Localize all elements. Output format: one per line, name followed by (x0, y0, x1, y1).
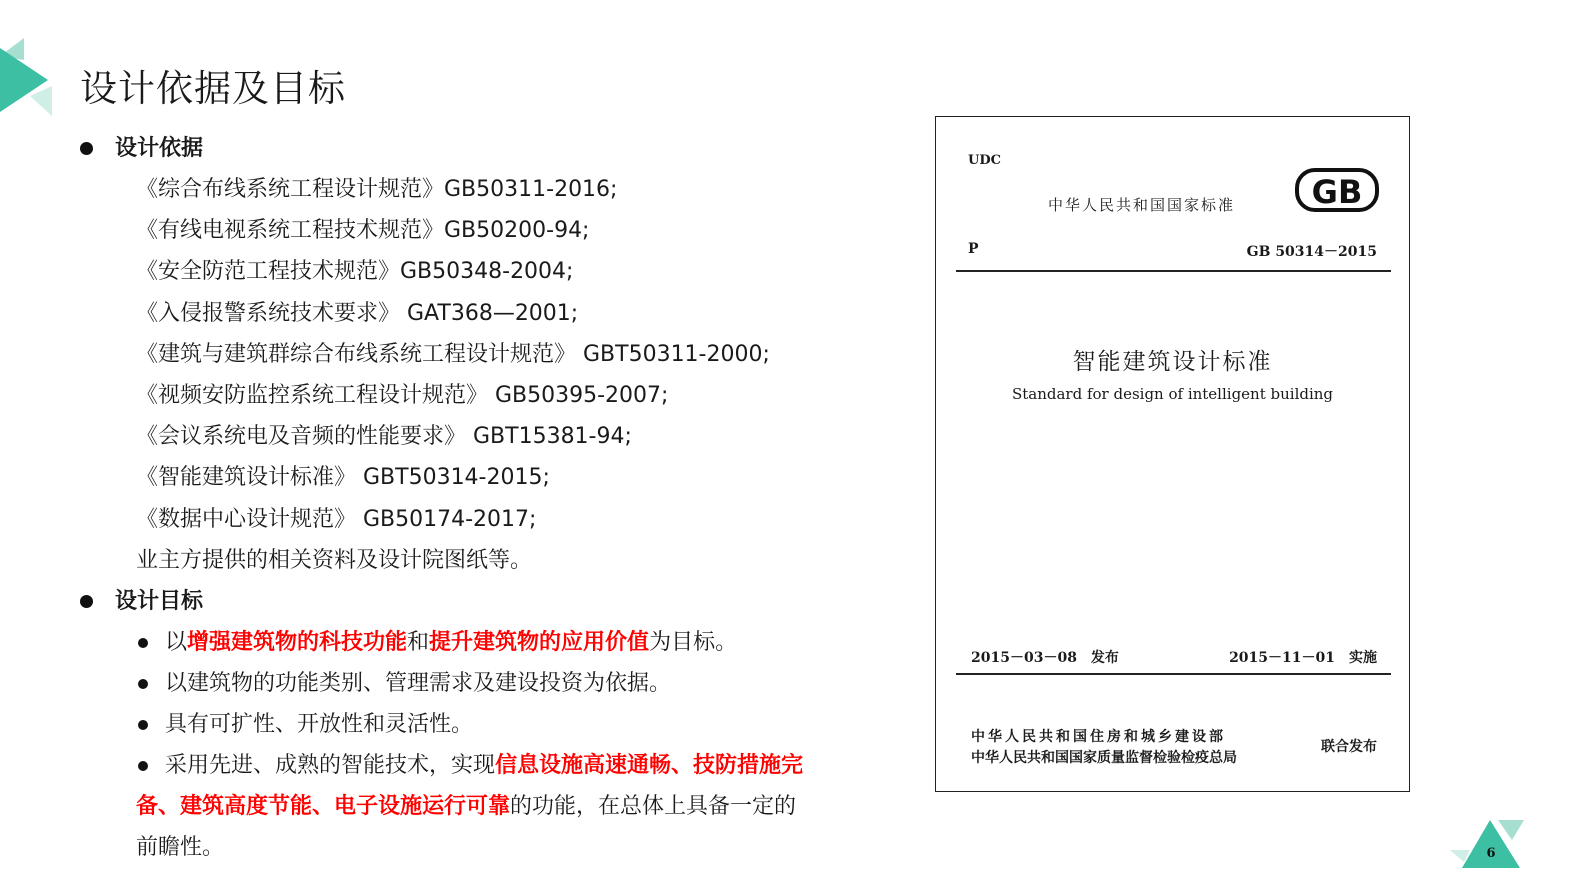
page-number-decoration (1450, 818, 1526, 870)
highlight-text: 提升建筑物的应用价值 (429, 629, 650, 655)
bullet-icon (138, 638, 148, 648)
gb-logo-icon (1294, 167, 1380, 213)
publisher: 中华人民共和国住房和城乡建设部 (971, 729, 1226, 745)
basis-item: 《会议系统电及音频的性能要求》 GBT15381-94; (136, 424, 632, 450)
basis-list (80, 169, 860, 581)
issue-date: 2015－03－08 发布 (971, 650, 1119, 666)
svg-text:GB: GB (1311, 173, 1363, 211)
page-number: 6 (1486, 846, 1496, 861)
highlight-text: 备、建筑高度节能、电子设施运行可靠 (136, 793, 511, 819)
corner-decoration (0, 38, 52, 116)
implement-date: 2015－11－01 实施 (1229, 650, 1377, 666)
highlight-text: 增强建筑物的科技功能 (187, 629, 408, 655)
joint-release-label: 联合发布 (1321, 739, 1377, 755)
category-label: P (968, 241, 979, 257)
standard-title-en: Standard for design of intelligent building (1011, 385, 1334, 403)
udc-label: UDC (968, 153, 1001, 168)
standard-title-cn: 智能建筑设计标准 (1072, 349, 1273, 375)
bullet-icon (80, 142, 93, 155)
highlight-text: 信息设施高速通畅、技防措施完 (495, 752, 804, 778)
basis-item: 《建筑与建筑群综合布线系统工程设计规范》 GBT50311-2000; (136, 341, 770, 367)
goal-item: 以建筑物的功能类别、管理需求及建设投资为依据。 (80, 663, 860, 704)
basis-item: 《综合布线系统工程设计规范》GB50311-2016; (136, 177, 618, 202)
basis-item: 《智能建筑设计标准》 GBT50314-2015; (136, 465, 550, 491)
goals-heading: 设计目标 (80, 581, 860, 622)
divider (956, 270, 1391, 272)
goal-item: 具有可扩性、开放性和灵活性。 (80, 704, 860, 745)
standard-code: GB 50314－2015 (1246, 244, 1377, 260)
goal-item: 采用先进、成熟的智能技术，实现信息设施高速通畅、技防措施完 备、建筑高度节能、电子设施运行可靠的功能，在总体上具备一定的 前瞻性。 (136, 752, 804, 860)
main-content (80, 128, 860, 868)
basis-item: 《安全防范工程技术规范》GB50348-2004; (136, 259, 574, 285)
bullet-icon (138, 679, 148, 689)
basis-heading: 设计依据 (80, 128, 860, 169)
divider (956, 673, 1391, 675)
bullet-icon (138, 720, 148, 730)
bullet-icon (138, 761, 148, 771)
publisher: 中华人民共和国国家质量监督检验检疫总局 (971, 750, 1237, 766)
national-standard-label: 中华人民共和国国家标准 (1048, 196, 1236, 214)
goal-item: 以增强建筑物的科技功能和提升建筑物的应用价值为目标。 (80, 622, 860, 663)
page-title: 设计依据及目标 (80, 67, 346, 110)
basis-item: 《有线电视系统工程技术规范》GB50200-94; (136, 218, 590, 244)
standard-cover-image (935, 116, 1410, 792)
basis-item: 《数据中心设计规范》 GB50174-2017; (136, 506, 537, 532)
basis-item: 《视频安防监控系统工程设计规范》 GB50395-2007; (136, 382, 669, 408)
basis-item: 业主方提供的相关资料及设计院图纸等。 (136, 547, 533, 573)
bullet-icon (80, 595, 93, 608)
basis-item: 《入侵报警系统技术要求》 GAT368—2001; (136, 300, 579, 326)
